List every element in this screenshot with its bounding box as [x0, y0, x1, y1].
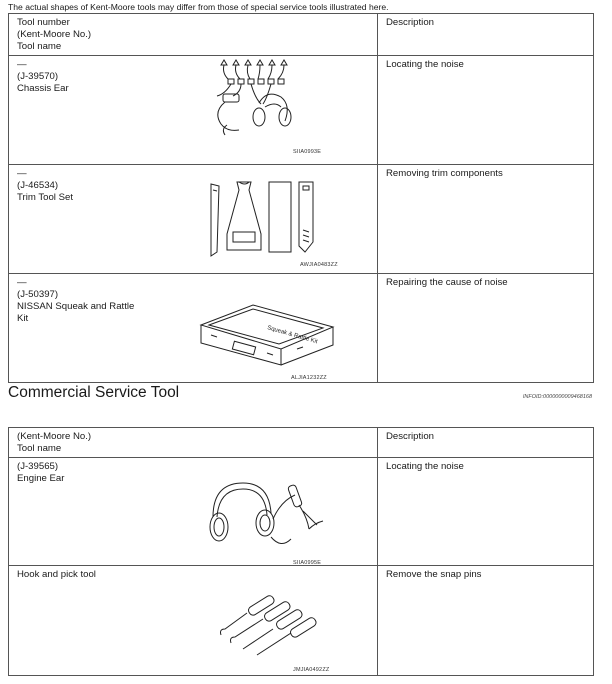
special-service-tools-table: [8, 13, 594, 383]
info-id: INFOID:0000000009468168: [522, 394, 592, 400]
header-line: (Kent-Moore No.): [17, 431, 92, 442]
tool-dash: —: [17, 277, 27, 288]
tool-cell: [9, 274, 378, 383]
commercial-service-tools-table: [8, 427, 594, 676]
tool-header-cell: [9, 428, 378, 458]
description-cell: Repairing the cause of noise: [378, 274, 594, 383]
header-line: Tool name: [17, 443, 62, 454]
description-cell: Locating the noise: [378, 458, 594, 566]
tool-header-cell: [9, 14, 378, 56]
trim-tool-set-illustration: [203, 180, 321, 260]
figure-code: SIIA0995E: [293, 560, 322, 566]
intro-note: The actual shapes of Kent-Moore tools may differ from those of special service tools illustrated here.: [8, 2, 389, 12]
engine-ear-illustration: [203, 471, 333, 551]
tool-number: (J-39570): [17, 71, 59, 82]
tool-name: Hook and pick tool: [17, 569, 96, 580]
description-header-cell: Description: [378, 14, 594, 56]
chassis-ear-illustration: [207, 59, 317, 149]
tool-name: Chassis Ear: [17, 83, 69, 94]
figure-code: AWJIA0483ZZ: [300, 262, 338, 268]
tool-number: (J-46534): [17, 180, 59, 191]
table-header-row: [9, 14, 594, 56]
tool-cell: [9, 566, 378, 676]
tool-cell: [9, 458, 378, 566]
tool-dash: —: [17, 59, 27, 70]
description-cell: Locating the noise: [378, 56, 594, 165]
hook-and-pick-tool-illustration: [217, 587, 327, 657]
table-row: [9, 566, 594, 676]
tool-number: (J-39565): [17, 461, 59, 472]
tool-name: Engine Ear: [17, 473, 65, 484]
tool-name: Trim Tool Set: [17, 192, 73, 203]
header-line: Tool number: [17, 17, 70, 28]
table-row: [9, 458, 594, 566]
figure-code: JMJIA0492ZZ: [293, 667, 330, 673]
kit-label: Squeak & Rattle Kit: [266, 325, 319, 346]
header-line: (Kent-Moore No.): [17, 29, 92, 40]
tool-cell: [9, 165, 378, 274]
description-cell: Removing trim components: [378, 165, 594, 274]
table-row: [9, 274, 594, 383]
tool-number: (J-50397): [17, 289, 59, 300]
tool-dash: —: [17, 168, 27, 179]
description-cell: Remove the snap pins: [378, 566, 594, 676]
tool-name: Kit: [17, 313, 29, 324]
table-row: [9, 165, 594, 274]
table-row: [9, 56, 594, 165]
tool-cell: [9, 56, 378, 165]
section-title: Commercial Service Tool: [8, 384, 180, 401]
tool-name: NISSAN Squeak and Rattle: [17, 301, 135, 312]
figure-code: SIIA0993E: [293, 149, 322, 155]
figure-code: ALJIA1232ZZ: [291, 375, 327, 381]
description-header-cell: Description: [378, 428, 594, 458]
squeak-rattle-kit-illustration: [197, 297, 337, 369]
header-line: Tool name: [17, 41, 62, 52]
table-header-row: [9, 428, 594, 458]
